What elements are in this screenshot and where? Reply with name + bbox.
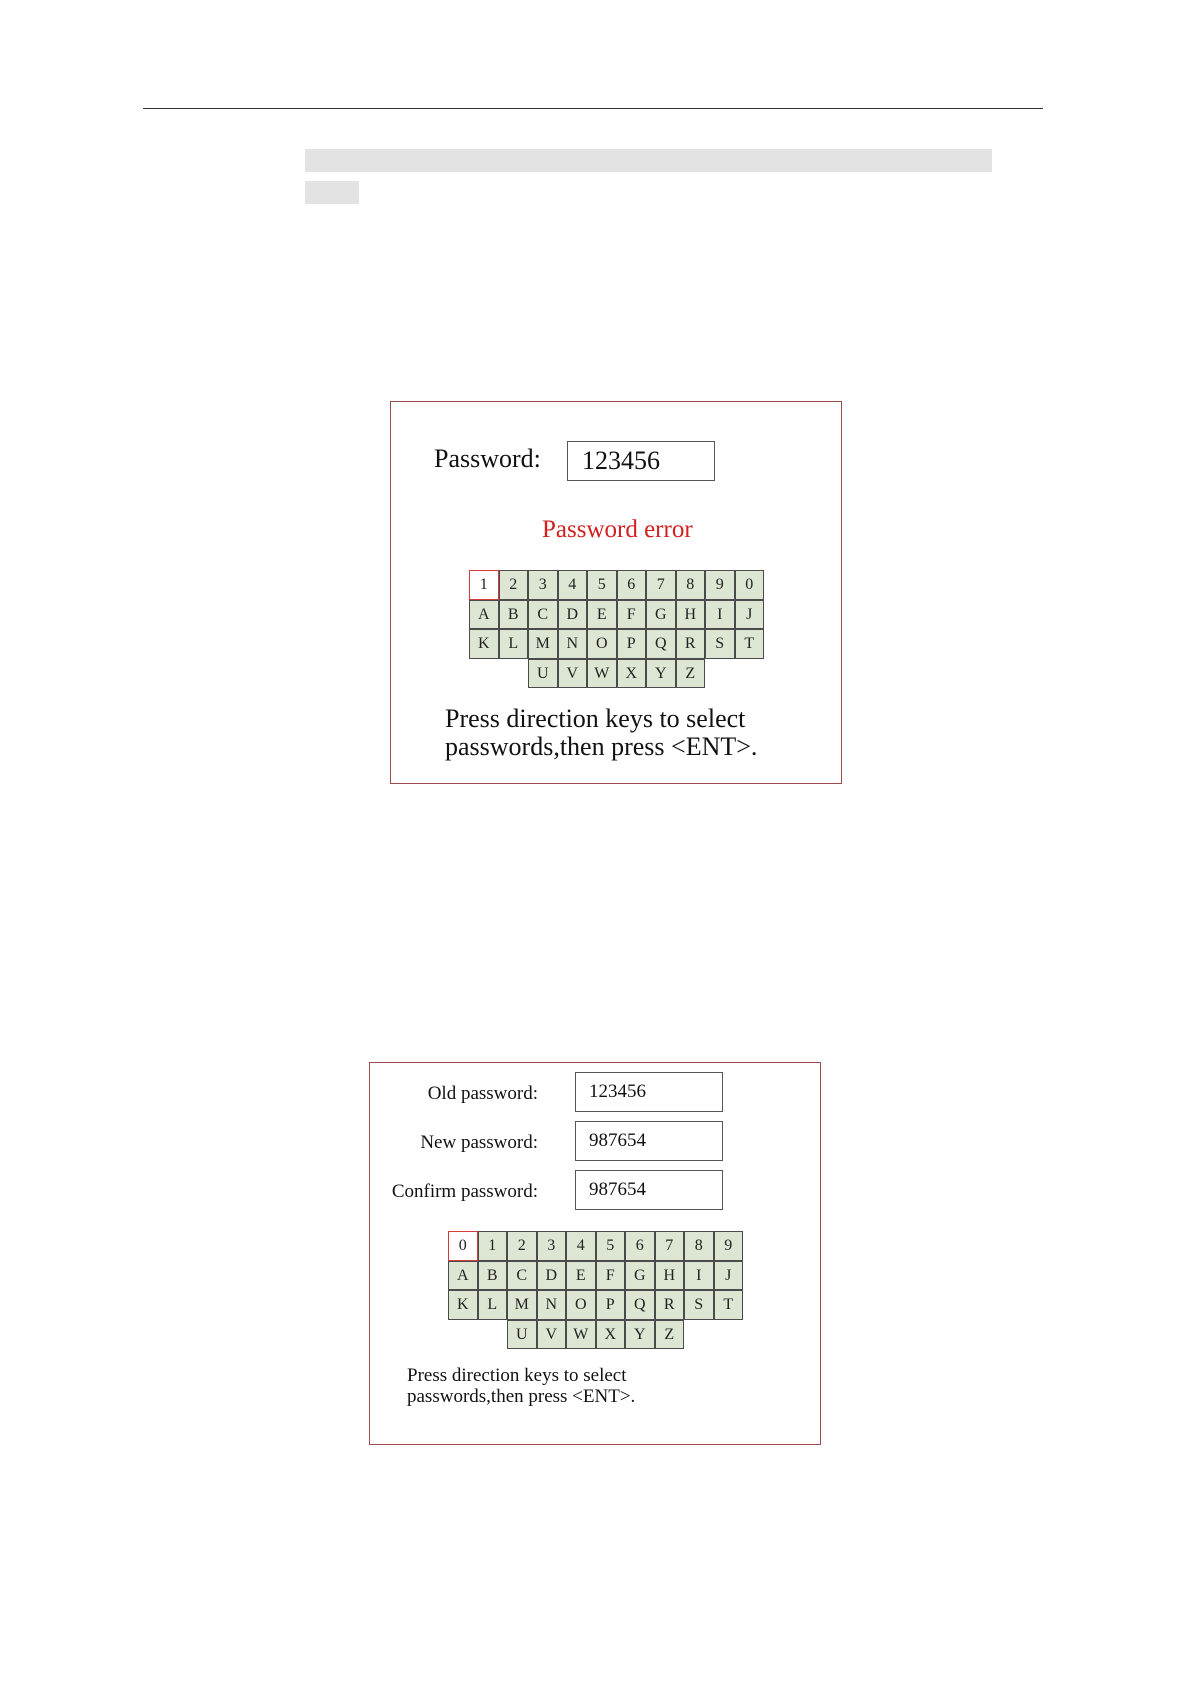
instruction-text bbox=[407, 1365, 635, 1407]
key-7[interactable]: 7 bbox=[646, 570, 676, 600]
key-l[interactable]: L bbox=[478, 1290, 508, 1320]
key-z[interactable]: Z bbox=[655, 1320, 685, 1350]
confirm-password-value: 987654 bbox=[589, 1179, 646, 1200]
key-t[interactable]: T bbox=[714, 1290, 744, 1320]
key-f[interactable]: F bbox=[596, 1261, 626, 1291]
key-m[interactable]: M bbox=[528, 629, 558, 659]
instruction-line: passwords,then press <ENT>. bbox=[407, 1386, 636, 1407]
key-r[interactable]: R bbox=[655, 1290, 685, 1320]
key-h[interactable]: H bbox=[655, 1261, 685, 1291]
key-n[interactable]: N bbox=[558, 629, 588, 659]
key-q[interactable]: Q bbox=[625, 1290, 655, 1320]
key-a[interactable]: A bbox=[469, 600, 499, 630]
change-password-screen bbox=[369, 1062, 821, 1445]
key-v[interactable]: V bbox=[537, 1320, 567, 1350]
redacted-text-block bbox=[305, 181, 359, 204]
key-a[interactable]: A bbox=[448, 1261, 478, 1291]
key-k[interactable]: K bbox=[448, 1290, 478, 1320]
password-field[interactable] bbox=[567, 441, 715, 481]
old-password-label: Old password: bbox=[427, 1083, 538, 1104]
password-error-message: Password error bbox=[542, 516, 693, 543]
on-screen-keyboard bbox=[469, 570, 764, 688]
new-password-value: 987654 bbox=[589, 1130, 646, 1151]
key-j[interactable]: J bbox=[714, 1261, 744, 1291]
on-screen-keyboard bbox=[448, 1231, 743, 1349]
page-header-rule bbox=[143, 108, 1043, 109]
key-x[interactable]: X bbox=[617, 659, 647, 689]
key-c[interactable]: C bbox=[507, 1261, 537, 1291]
key-3[interactable]: 3 bbox=[537, 1231, 567, 1261]
key-f[interactable]: F bbox=[617, 600, 647, 630]
key-i[interactable]: I bbox=[705, 600, 735, 630]
key-6[interactable]: 6 bbox=[625, 1231, 655, 1261]
confirm-password-field[interactable] bbox=[575, 1170, 723, 1210]
key-r[interactable]: R bbox=[676, 629, 706, 659]
password-entry-screen bbox=[390, 401, 842, 784]
key-3[interactable]: 3 bbox=[528, 570, 558, 600]
key-d[interactable]: D bbox=[558, 600, 588, 630]
key-g[interactable]: G bbox=[625, 1261, 655, 1291]
key-x[interactable]: X bbox=[596, 1320, 626, 1350]
key-m[interactable]: M bbox=[507, 1290, 537, 1320]
key-y[interactable]: Y bbox=[625, 1320, 655, 1350]
key-1[interactable]: 1 bbox=[478, 1231, 508, 1261]
key-9[interactable]: 9 bbox=[714, 1231, 744, 1261]
old-password-field[interactable] bbox=[575, 1072, 723, 1112]
key-u[interactable]: U bbox=[528, 659, 558, 689]
key-z[interactable]: Z bbox=[676, 659, 706, 689]
key-n[interactable]: N bbox=[537, 1290, 567, 1320]
key-4[interactable]: 4 bbox=[558, 570, 588, 600]
instruction-line: Press direction keys to select bbox=[407, 1365, 627, 1386]
key-0[interactable]: 0 bbox=[735, 570, 765, 600]
key-b[interactable]: B bbox=[499, 600, 529, 630]
key-h[interactable]: H bbox=[676, 600, 706, 630]
key-o[interactable]: O bbox=[587, 629, 617, 659]
key-c[interactable]: C bbox=[528, 600, 558, 630]
key-8[interactable]: 8 bbox=[684, 1231, 714, 1261]
key-t[interactable]: T bbox=[735, 629, 765, 659]
key-w[interactable]: W bbox=[566, 1320, 596, 1350]
key-p[interactable]: P bbox=[617, 629, 647, 659]
key-e[interactable]: E bbox=[587, 600, 617, 630]
key-2[interactable]: 2 bbox=[499, 570, 529, 600]
key-6[interactable]: 6 bbox=[617, 570, 647, 600]
password-label: Password: bbox=[434, 444, 541, 473]
instruction-line: Press direction keys to select bbox=[445, 704, 746, 733]
key-v[interactable]: V bbox=[558, 659, 588, 689]
key-e[interactable]: E bbox=[566, 1261, 596, 1291]
key-7[interactable]: 7 bbox=[655, 1231, 685, 1261]
key-i[interactable]: I bbox=[684, 1261, 714, 1291]
instruction-line: passwords,then press <ENT>. bbox=[445, 732, 758, 761]
new-password-label: New password: bbox=[420, 1132, 538, 1153]
confirm-password-label: Confirm password: bbox=[391, 1181, 538, 1202]
password-value: 123456 bbox=[582, 446, 660, 475]
key-1[interactable]: 1 bbox=[469, 570, 499, 600]
instruction-text bbox=[445, 705, 757, 761]
key-s[interactable]: S bbox=[684, 1290, 714, 1320]
key-y[interactable]: Y bbox=[646, 659, 676, 689]
key-4[interactable]: 4 bbox=[566, 1231, 596, 1261]
key-l[interactable]: L bbox=[499, 629, 529, 659]
key-s[interactable]: S bbox=[705, 629, 735, 659]
key-0[interactable]: 0 bbox=[448, 1231, 478, 1261]
key-u[interactable]: U bbox=[507, 1320, 537, 1350]
key-9[interactable]: 9 bbox=[705, 570, 735, 600]
key-2[interactable]: 2 bbox=[507, 1231, 537, 1261]
key-d[interactable]: D bbox=[537, 1261, 567, 1291]
key-j[interactable]: J bbox=[735, 600, 765, 630]
old-password-value: 123456 bbox=[589, 1081, 646, 1102]
key-g[interactable]: G bbox=[646, 600, 676, 630]
key-8[interactable]: 8 bbox=[676, 570, 706, 600]
new-password-field[interactable] bbox=[575, 1121, 723, 1161]
key-q[interactable]: Q bbox=[646, 629, 676, 659]
key-k[interactable]: K bbox=[469, 629, 499, 659]
redacted-text-block bbox=[305, 149, 992, 172]
key-o[interactable]: O bbox=[566, 1290, 596, 1320]
key-b[interactable]: B bbox=[478, 1261, 508, 1291]
key-5[interactable]: 5 bbox=[596, 1231, 626, 1261]
key-w[interactable]: W bbox=[587, 659, 617, 689]
key-p[interactable]: P bbox=[596, 1290, 626, 1320]
key-5[interactable]: 5 bbox=[587, 570, 617, 600]
